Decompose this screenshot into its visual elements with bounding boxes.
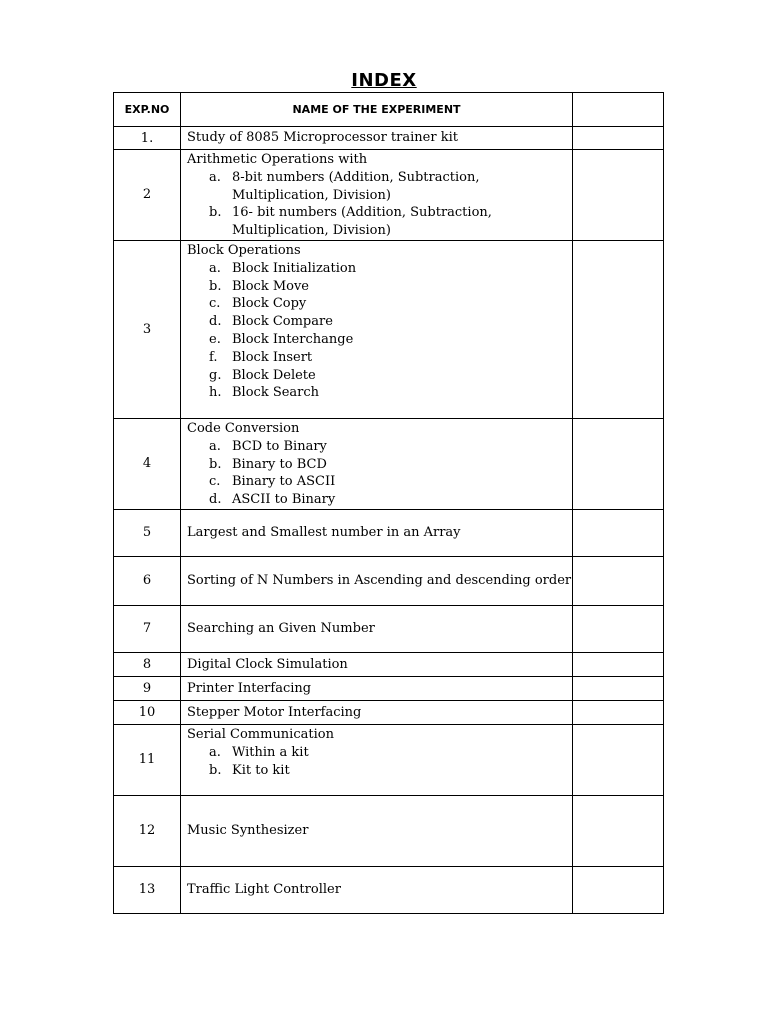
item-letter: g. xyxy=(209,367,222,383)
item-text: Block Move xyxy=(232,278,310,294)
table-row xyxy=(114,676,664,700)
list-item xyxy=(209,278,566,296)
experiment-name: Printer Interfacing xyxy=(187,680,312,696)
list-item xyxy=(209,367,566,385)
experiment-name: Code Conversion xyxy=(187,420,300,436)
blank-cell xyxy=(573,724,664,795)
exp-number: 3 xyxy=(114,240,181,418)
experiment-cell xyxy=(181,700,573,724)
table-row xyxy=(114,795,664,866)
exp-number: 8 xyxy=(114,652,181,676)
exp-number: 11 xyxy=(114,724,181,795)
item-text: Within a kit xyxy=(232,744,309,760)
blank-cell xyxy=(573,652,664,676)
blank-cell xyxy=(573,795,664,866)
experiment-name: Traffic Light Controller xyxy=(187,882,341,898)
header-row xyxy=(114,93,664,127)
list-item xyxy=(209,313,566,331)
exp-number: 1. xyxy=(114,127,181,150)
blank-cell xyxy=(573,509,664,556)
table-row xyxy=(114,418,664,509)
item-letter: b. xyxy=(209,205,222,221)
experiment-cell xyxy=(181,676,573,700)
item-text: 8-bit numbers (Addition, Subtraction, Multiplication, Division) xyxy=(232,169,480,203)
exp-number: 5 xyxy=(114,509,181,556)
item-letter: b. xyxy=(209,278,222,294)
sub-item-list xyxy=(187,438,572,509)
experiment-cell xyxy=(181,795,573,866)
item-letter: a. xyxy=(209,744,221,760)
item-text: ASCII to Binary xyxy=(232,492,336,508)
sub-item-list xyxy=(187,260,572,402)
blank-cell xyxy=(573,418,664,509)
item-text: Block Search xyxy=(232,385,320,401)
experiment-name: Sorting of N Numbers in Ascending and descending order xyxy=(187,573,572,589)
experiment-cell xyxy=(181,866,573,913)
experiment-cell xyxy=(181,556,573,605)
item-text: 16- bit numbers (Addition, Subtraction, Multiplication, Division) xyxy=(232,205,492,239)
experiment-name: Serial Communication xyxy=(187,726,334,742)
item-letter: e. xyxy=(209,331,221,347)
table-row xyxy=(114,700,664,724)
index-title: INDEX xyxy=(351,70,417,91)
blank-cell xyxy=(573,700,664,724)
item-letter: h. xyxy=(209,385,222,401)
table-row xyxy=(114,605,664,652)
item-letter: a. xyxy=(209,169,221,185)
header-exp-no: EXP.NO xyxy=(114,93,181,127)
exp-number: 2 xyxy=(114,150,181,241)
item-text: Block Compare xyxy=(232,314,333,330)
experiment-cell xyxy=(181,724,573,795)
index-table xyxy=(113,92,664,914)
blank-cell xyxy=(573,150,664,241)
experiment-name: Block Operations xyxy=(187,242,301,258)
table-row xyxy=(114,556,664,605)
experiment-name: Study of 8085 Microprocessor trainer kit xyxy=(187,130,458,146)
list-item xyxy=(209,349,566,367)
item-text: Block Copy xyxy=(232,296,307,312)
item-letter: b. xyxy=(209,762,222,778)
item-text: Binary to BCD xyxy=(232,456,327,472)
experiment-cell xyxy=(181,418,573,509)
sub-item-list xyxy=(187,169,572,240)
exp-number: 12 xyxy=(114,795,181,866)
experiment-cell xyxy=(181,127,573,150)
blank-cell xyxy=(573,676,664,700)
experiment-name: Searching an Given Number xyxy=(187,621,375,637)
exp-number: 10 xyxy=(114,700,181,724)
experiment-name: Arithmetic Operations with xyxy=(187,152,368,167)
item-text: Block Insert xyxy=(232,349,313,365)
exp-number: 4 xyxy=(114,418,181,509)
header-blank xyxy=(573,93,664,127)
experiment-cell xyxy=(181,509,573,556)
item-letter: d. xyxy=(209,314,222,330)
header-experiment-name: NAME OF THE EXPERIMENT xyxy=(181,93,573,127)
item-text: Binary to ASCII xyxy=(232,474,336,490)
exp-number: 7 xyxy=(114,605,181,652)
experiment-name: Stepper Motor Interfacing xyxy=(187,704,362,720)
list-item xyxy=(209,491,566,509)
table-row xyxy=(114,509,664,556)
list-item xyxy=(209,331,566,349)
list-item xyxy=(209,438,566,456)
exp-number: 6 xyxy=(114,556,181,605)
blank-cell xyxy=(573,556,664,605)
experiment-cell xyxy=(181,652,573,676)
list-item xyxy=(209,260,566,278)
list-item xyxy=(209,295,566,313)
experiment-cell xyxy=(181,605,573,652)
item-letter: f. xyxy=(209,349,218,365)
item-letter: a. xyxy=(209,260,221,276)
experiment-name: Digital Clock Simulation xyxy=(187,656,348,672)
table-row xyxy=(114,652,664,676)
item-letter: c. xyxy=(209,296,221,312)
list-item xyxy=(209,744,566,762)
table-row xyxy=(114,724,664,795)
exp-number: 13 xyxy=(114,866,181,913)
table-row xyxy=(114,866,664,913)
table-row xyxy=(114,127,664,150)
list-item xyxy=(209,762,566,780)
experiment-name: Music Synthesizer xyxy=(187,823,309,839)
item-letter: d. xyxy=(209,492,222,508)
item-letter: a. xyxy=(209,438,221,454)
blank-cell xyxy=(573,127,664,150)
list-item xyxy=(209,169,566,205)
sub-item-list xyxy=(187,744,572,780)
list-item xyxy=(209,473,566,491)
list-item xyxy=(209,204,566,240)
list-item xyxy=(209,456,566,474)
item-text: Block Interchange xyxy=(232,331,354,347)
item-text: Kit to kit xyxy=(232,762,290,778)
experiment-cell xyxy=(181,240,573,418)
experiment-cell xyxy=(181,150,573,241)
blank-cell xyxy=(573,240,664,418)
item-text: Block Initialization xyxy=(232,260,357,276)
blank-cell xyxy=(573,605,664,652)
item-letter: c. xyxy=(209,474,221,490)
table-row xyxy=(114,150,664,241)
item-text: BCD to Binary xyxy=(232,438,327,454)
exp-number: 9 xyxy=(114,676,181,700)
experiment-name: Largest and Smallest number in an Array xyxy=(187,525,461,541)
item-text: Block Delete xyxy=(232,367,316,383)
list-item xyxy=(209,384,566,402)
blank-cell xyxy=(573,866,664,913)
item-letter: b. xyxy=(209,456,222,472)
table-row xyxy=(114,240,664,418)
